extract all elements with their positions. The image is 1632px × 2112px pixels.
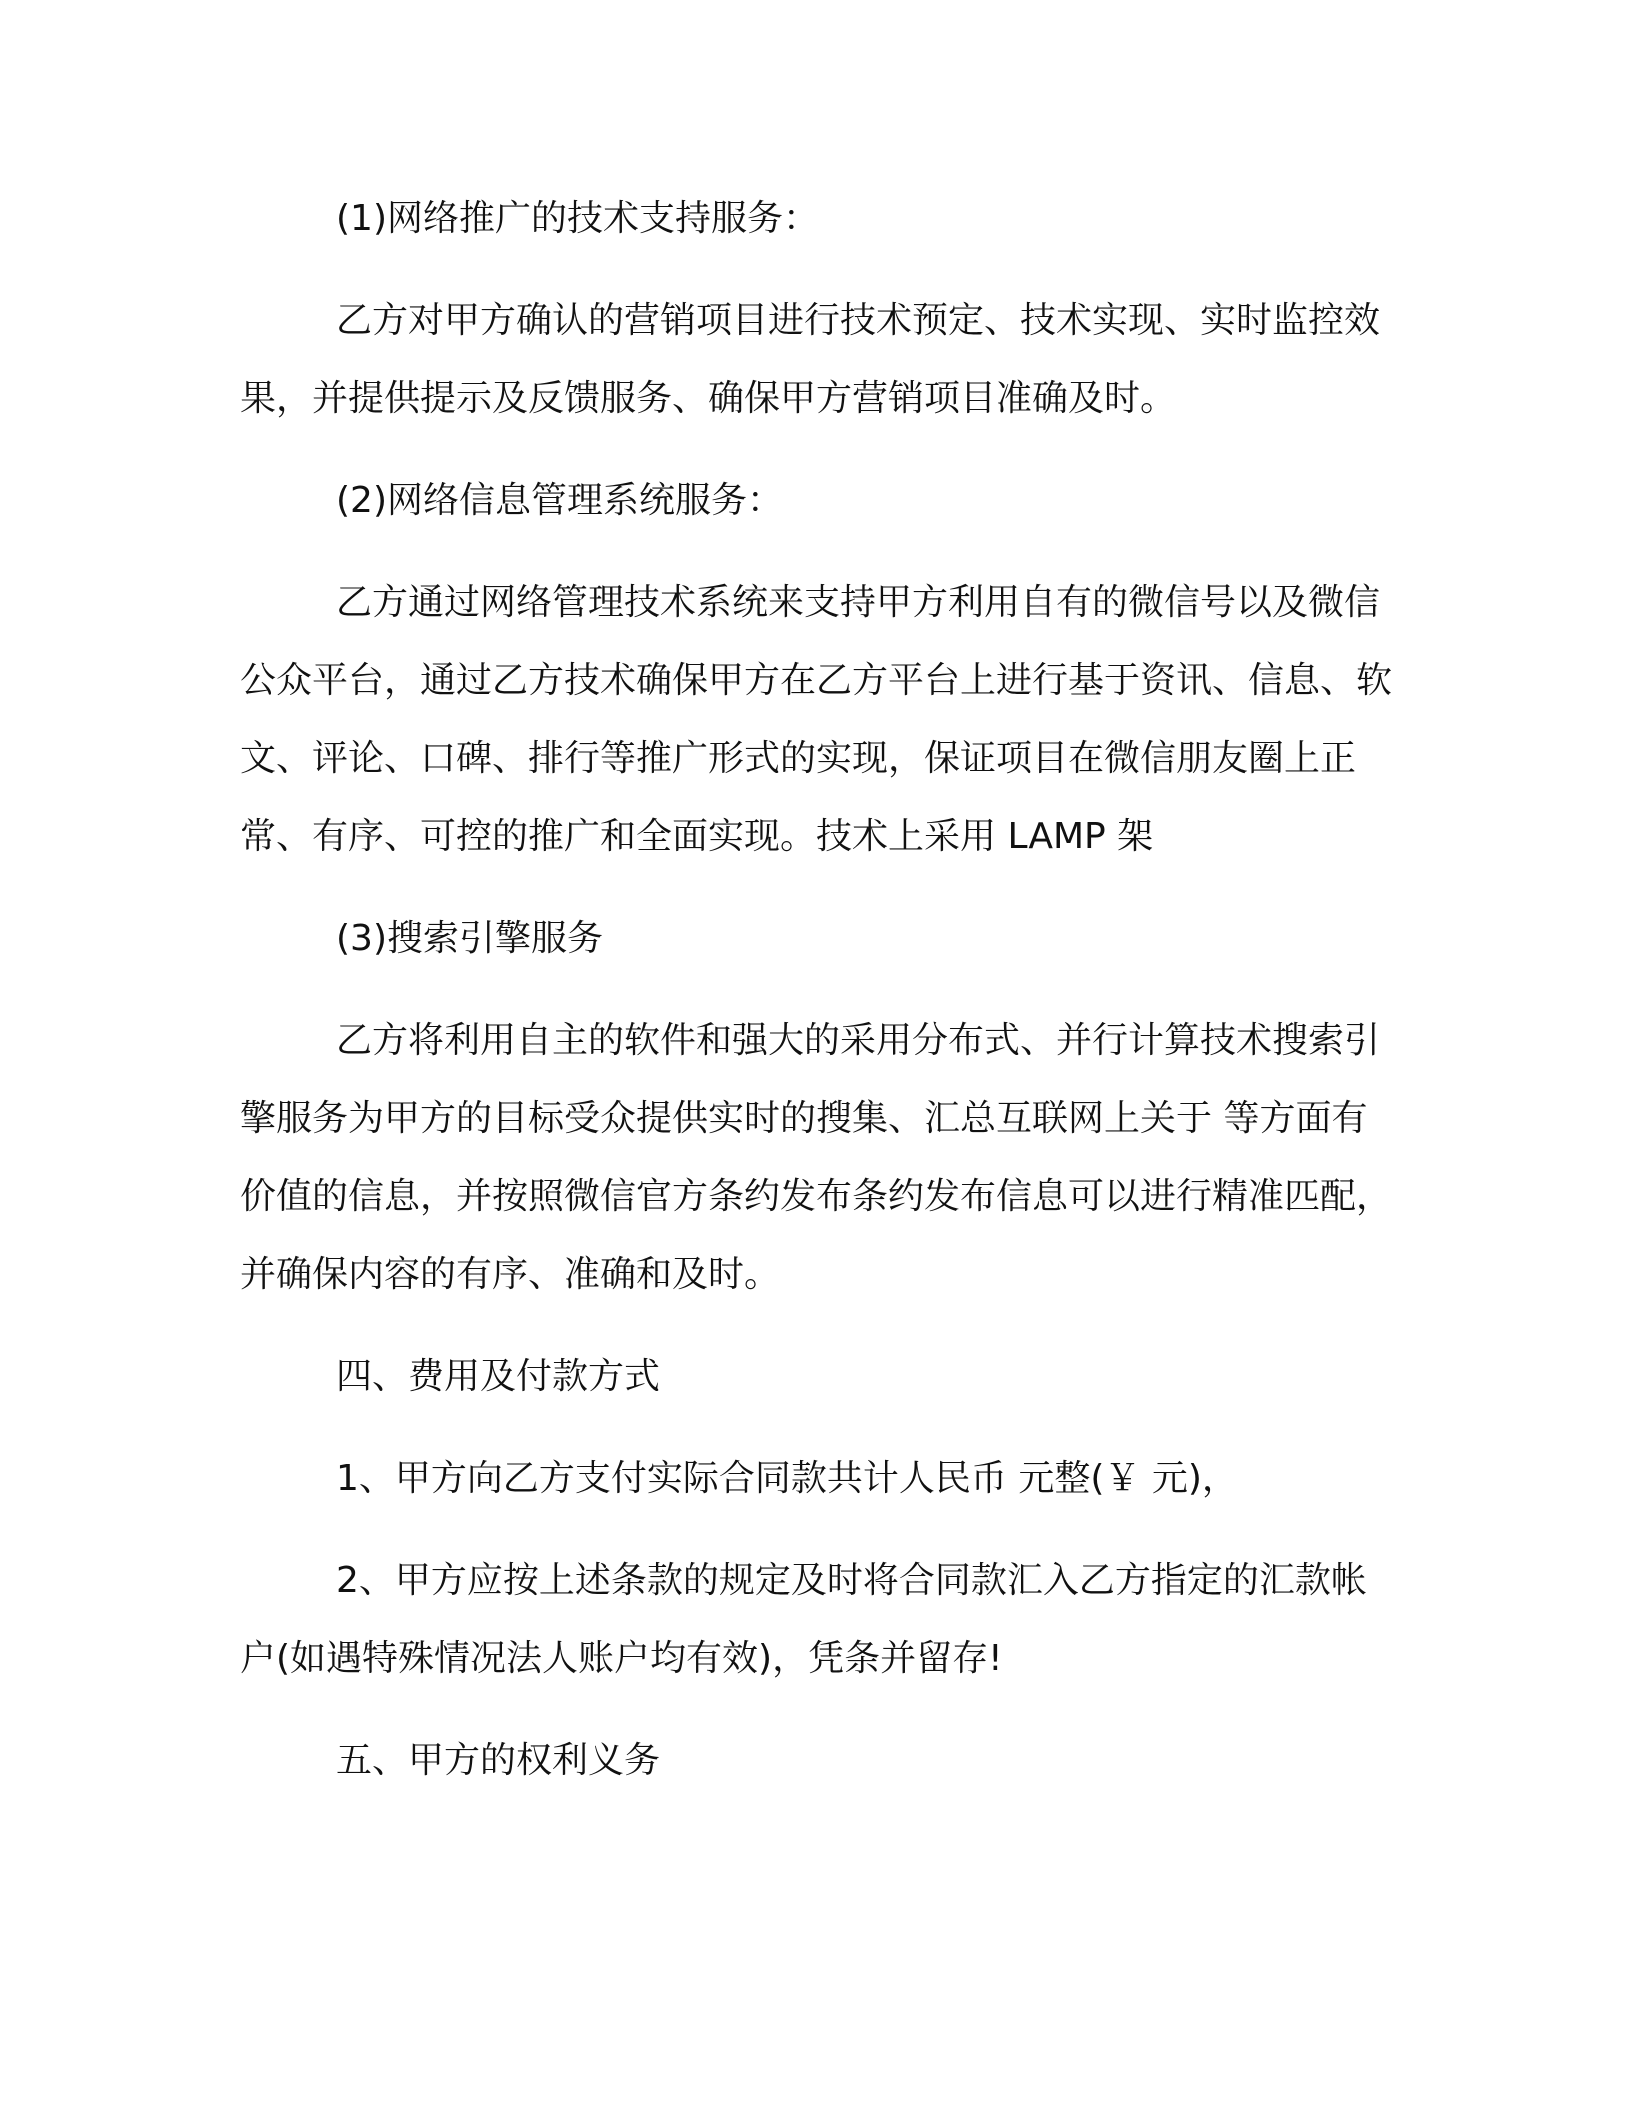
paragraph-info-management: 乙方通过网络管理技术系统来支持甲方利用自有的微信号以及微信公众平台，通过乙方技术确保甲方在乙方平台上进行基于资讯、信息、软文、评论、口碑、排行等推广形式的实现，保证项目在微信朋友圈上正常、有序、可控的推广和全面实现。技术上采用 LAMP 架 [240, 582, 1393, 857]
section-heading-party-a-rights: 五、甲方的权利义务 [336, 1740, 661, 1781]
paragraph-tech-support: 乙方对甲方确认的营销项目进行技术预定、技术实现、实时监控效果，并提供提示及反馈服务、确保甲方营销项目准确及时。 [240, 300, 1381, 419]
subheading-search-engine: (3)搜索引擎服务 [336, 918, 603, 959]
section-heading-fees: 四、费用及付款方式 [336, 1356, 661, 1397]
paragraph-fee-amount: 1、甲方向乙方支付实际合同款共计人民币 元整(￥ 元)， [336, 1458, 1238, 1499]
document-body [240, 180, 1392, 1824]
subheading-info-management: (2)网络信息管理系统服务： [336, 480, 783, 521]
subheading-network-promotion: (1)网络推广的技术支持服务： [336, 198, 819, 239]
paragraph-payment-account: 2、甲方应按上述条款的规定及时将合同款汇入乙方指定的汇款帐户(如遇特殊情况法人账户均有效)，凭条并留存! [240, 1560, 1367, 1679]
paragraph-search-engine: 乙方将利用自主的软件和强大的采用分布式、并行计算技术搜索引擎服务为甲方的目标受众提供实时的搜集、汇总互联网上关于 等方面有价值的信息，并按照微信官方条约发布条约发布信息可以进行精准匹配，并确保内容的有序、准确和及时。 [240, 1020, 1393, 1295]
